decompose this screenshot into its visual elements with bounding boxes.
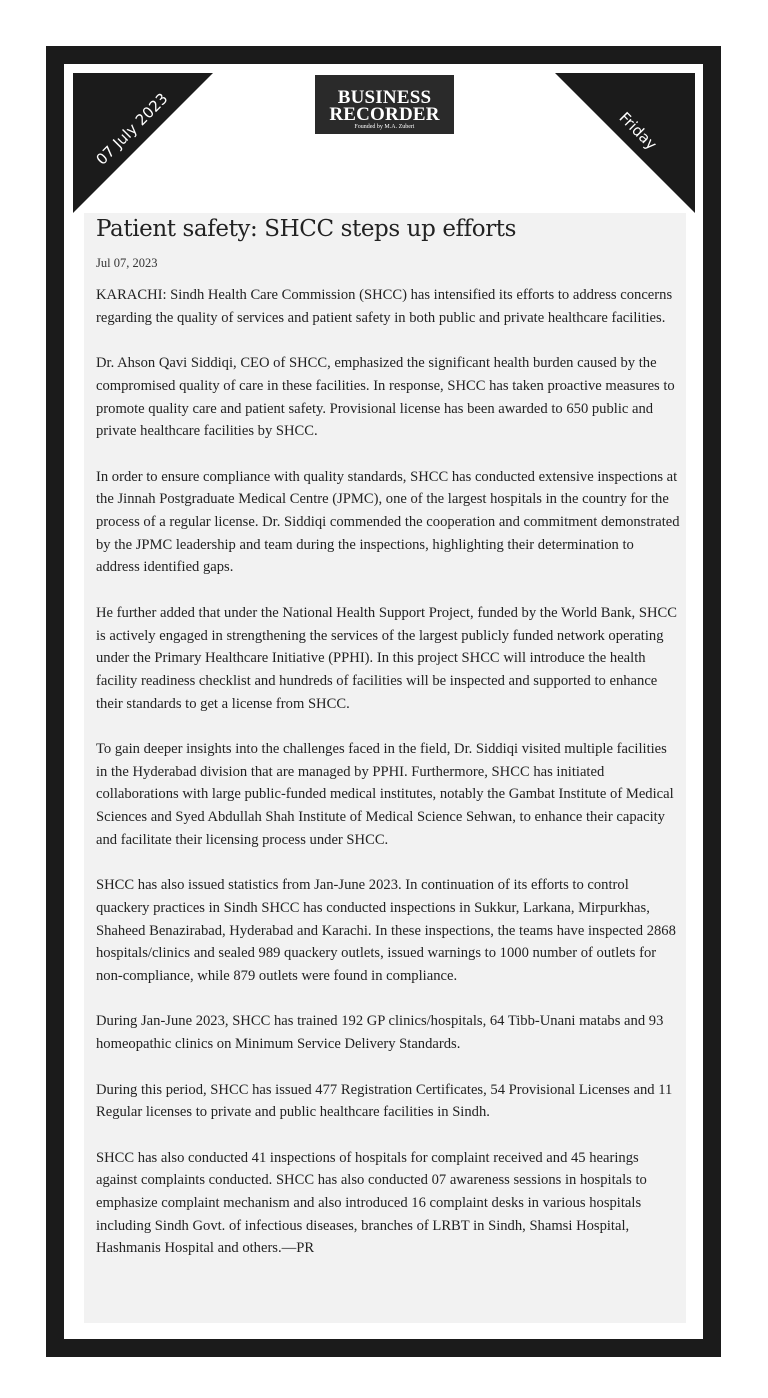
article-paragraph: In order to ensure compliance with quality standards, SHCC has conducted extensive inspections at the Jinnah Postgraduate Medical Centre (JPMC), one of the largest hospitals in the country for the process of a regular license. Dr. Siddiqi commended the cooperation and commitment demonstrated by the JPMC leadership and team during the inspections, highlighting their determination to address identified gaps.	[96, 468, 680, 576]
article-title: Patient safety: SHCC steps up efforts	[96, 216, 517, 242]
article-paragraph: During Jan-June 2023, SHCC has trained 192 GP clinics/hospitals, 64 Tibb-Unani matabs and 93 homeopathic clinics on Minimum Service Delivery Standards.	[96, 1013, 664, 1053]
article-paragraph: SHCC has also issued statistics from Jan-June 2023. In continuation of its efforts to control quackery practices in Sindh SHCC has conducted inspections in Sukkur, Larkana, Mirpurkhas, Shaheed Benazirabad, Hyderabad and Karachi. In these inspections, the teams have inspected 2868 hospitals/clinics and sealed 989 quackery outlets, issued warnings to 1000 number of outlets for non-compliance, while 879 outlets were found in compliance.	[96, 877, 676, 985]
date-corner-banner	[73, 73, 213, 213]
day-corner-banner	[555, 73, 695, 213]
article-paragraph: KARACHI: Sindh Health Care Commission (SHCC) has intensified its efforts to address concerns regarding the quality of services and patient safety in both public and private healthcare facilities.	[96, 287, 673, 326]
article-date: Jul 07, 2023	[96, 256, 158, 270]
date-banner-text: 07 July 2023	[92, 89, 172, 169]
logo-tagline: Founded by M.A. Zuberi	[354, 124, 415, 130]
day-banner-text: Friday	[615, 108, 661, 154]
article-body	[96, 284, 680, 1283]
logo-line1: BUSINESS	[337, 87, 432, 108]
logo-line2: RECORDER	[329, 104, 440, 125]
article-paragraph: During this period, SHCC has issued 477 Registration Certificates, 54 Provisional Licenses and 11 Regular licenses to private and public healthcare facilities in Sindh.	[96, 1081, 673, 1121]
article-paragraph: He further added that under the National Health Support Project, funded by the World Bank, SHCC is actively engaged in strengthening the services of the largest publicly funded network operating under the Primary Healthcare Initiative (PPHI). In this project SHCC will introduce the health facility readiness checklist and hundreds of facilities will be inspected and supported to enhance their standards to get a license from SHCC.	[96, 604, 677, 712]
article-paragraph: To gain deeper insights into the challenges faced in the field, Dr. Siddiqi visited multiple facilities in the Hyderabad division that are managed by PPHI. Furthermore, SHCC has initiated collaborations with large public-funded medical institutes, notably the Gambat Institute of Medical Sciences and Syed Abdullah Shah Institute of Medical Science Sehwan, to enhance their capacity and facilitate their licensing process under SHCC.	[96, 741, 674, 848]
business-recorder-logo	[315, 75, 454, 134]
article-paragraph: SHCC has also conducted 41 inspections of hospitals for complaint received and 45 hearings against complaints conducted. SHCC has also conducted 07 awareness sessions in hospitals to emphasize complaint mechanism and also introduced 16 complaint desks in various hospitals including Sindh Govt. of infectious diseases, branches of LRBT in Sindh, Shamsi Hospital, Hashmanis Hospital and others.—PR	[96, 1149, 647, 1257]
article-paragraph: Dr. Ahson Qavi Siddiqi, CEO of SHCC, emphasized the significant health burden caused by the compromised quality of care in these facilities. In response, SHCC has taken proactive measures to promote quality care and patient safety. Provisional license has been awarded to 650 public and private healthcare facilities by SHCC.	[96, 355, 675, 440]
